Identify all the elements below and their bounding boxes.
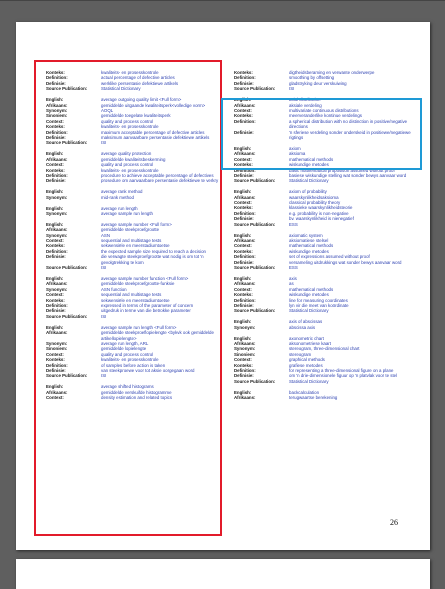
field-value: kwaliteits- en prosesskontrole — [101, 167, 159, 173]
field-label: Definition: — [46, 362, 68, 368]
field-value: as — [289, 281, 294, 287]
entry-row — [234, 325, 412, 330]
field-label: Afrikaans: — [46, 102, 68, 108]
field-value: ESS — [289, 265, 298, 270]
field-label: Definisie: — [46, 134, 66, 140]
field-label: English: — [234, 389, 252, 395]
field-value: a spherical distribution with no distinction in positive/negative directions — [289, 118, 408, 130]
field-label: English: — [234, 97, 252, 103]
field-value: 'n sferiese verdeling sonder onderskeid in positiewe/negatiewe rigtings — [289, 129, 411, 140]
field-label: Afrikaans: — [46, 389, 68, 395]
field-value: quality and process control — [101, 162, 154, 168]
field-label: Definition: — [234, 368, 256, 373]
field-value: gemiddelde uitgaande kwaliteitsperk<volledige vorm> — [101, 102, 206, 108]
field-label: Definisie: — [46, 308, 66, 314]
field-value: smoothing by offsetting — [289, 75, 335, 81]
field-label: Definition: — [46, 303, 68, 309]
field-label: Konteks: — [234, 162, 253, 168]
field-value: lyn vir die meet van koördinate — [289, 302, 349, 308]
field-label: English: — [234, 335, 252, 341]
field-label: English: — [46, 151, 64, 157]
field-value: mid-rank method — [101, 194, 134, 200]
field-value: backcalculation — [289, 389, 320, 395]
field-label: Definisie: — [46, 254, 66, 260]
field-value: average sample number function <Full form> — [101, 276, 189, 281]
field-value: of samples before action is taken — [101, 362, 166, 368]
field-value: average shifted histograms — [101, 384, 154, 390]
field-value: sequential and multistage tests — [101, 238, 162, 244]
field-label: Definisie: — [234, 129, 254, 135]
right-entry — [234, 336, 412, 385]
field-value: axial distribution — [289, 97, 321, 103]
field-label: Sinoniem: — [46, 346, 68, 352]
document-page — [16, 22, 430, 550]
viewer-top-border — [0, 0, 445, 1]
field-label: Afrikaans: — [234, 194, 256, 200]
field-value: aksonometriese kaart — [289, 340, 331, 346]
field-value: uitgedruk in terme van die betrokke parameter — [101, 308, 191, 314]
field-value: e.g. probability is non-negative — [289, 210, 349, 216]
field-value: quality and process control — [101, 351, 154, 357]
field-value: average sample number <Full form> — [101, 221, 172, 227]
right-entry — [234, 390, 412, 401]
field-value: expressed in terms of the parameter of concern — [101, 303, 194, 309]
field-value: set of expressions assumed without proof — [289, 254, 370, 260]
field-value: kwaliteits- en prosesskontrole — [101, 124, 159, 130]
field-label: Afrikaans: — [234, 340, 256, 346]
field-value: axis — [289, 275, 297, 281]
field-value: digtheidsberaming en verwante onderwerpe — [289, 70, 375, 75]
field-label: Definition: — [46, 248, 68, 254]
field-label: Definition: — [234, 254, 256, 260]
field-label: Afrikaans: — [46, 227, 68, 233]
field-label: Konteks: — [46, 357, 65, 363]
field-label: English: — [46, 205, 64, 211]
field-value: prosedure om aanvaarbare persentasie defektiewe te verkry — [101, 178, 219, 184]
field-value: werklike persentasie defektiewe artikels — [101, 80, 179, 86]
field-label: English: — [46, 221, 64, 227]
field-label: English: — [46, 276, 64, 281]
field-label: Definition: — [46, 129, 68, 135]
field-value: klassieke waarskynlikheidsteorie — [289, 205, 353, 211]
red-highlight-box — [34, 60, 222, 536]
entry-row — [234, 222, 412, 227]
field-label: Sinoniem: — [234, 351, 256, 357]
field-value: ASN function — [101, 286, 127, 292]
field-value: average outgoing quality limit <Full form> — [101, 97, 182, 103]
field-value: multivariate continuous distributions — [289, 107, 359, 113]
field-value: ISI — [289, 86, 295, 92]
field-value: average quality protection — [101, 151, 152, 157]
field-value: graphical methods — [289, 357, 325, 363]
field-label: English: — [46, 384, 64, 390]
field-value: om 'n drie-dimensionele figuur op 'n platvlak voor te stel — [289, 373, 398, 379]
field-label: Konteks: — [46, 243, 65, 249]
field-label: Context: — [234, 200, 252, 206]
right-entry — [234, 233, 412, 271]
field-label: Afrikaans: — [234, 237, 256, 243]
field-label: Konteks: — [234, 70, 253, 75]
field-value: gemiddelde verskuifde histogramme — [101, 389, 172, 395]
field-label: Definition: — [46, 172, 68, 178]
field-label: Afrikaans: — [46, 156, 68, 162]
field-label: Definition: — [234, 167, 256, 173]
field-value: quality and process control — [101, 118, 154, 124]
field-value: die verwagte steekproefgrootte wat nodig is om tot 'n gevolgtrekking te kom — [101, 254, 204, 265]
field-value: axiom — [289, 145, 301, 151]
field-label: Context: — [46, 351, 64, 357]
blue-highlight-box — [221, 98, 422, 170]
field-label: Konteks: — [234, 113, 253, 119]
field-value: aksiale verdeling — [289, 102, 322, 108]
field-value: average sample run length — [101, 210, 153, 216]
field-label: Definition: — [234, 210, 256, 216]
field-value: average run length — [101, 205, 138, 211]
field-value: actual percentage of defective articles — [101, 75, 175, 81]
field-value: mathematical methods — [289, 286, 334, 292]
next-document-page — [16, 559, 430, 589]
field-label: Konteks: — [234, 292, 253, 298]
field-value: gemiddelde steekproeflopielengte <bykvk ook gemiddelde artikellopielengte> — [101, 330, 214, 341]
field-value: meerveranderlike kontinue verdelings — [289, 113, 362, 119]
right-entry — [234, 319, 412, 330]
field-label: Context: — [234, 156, 252, 162]
field-value: procedure to achieve acceptable percentage of defectives — [101, 172, 214, 178]
field-value: the expected sample size required to reach a decision — [101, 248, 206, 254]
field-value: wiskundige metodes — [289, 248, 329, 254]
field-value: gemiddelde kwaliteitsbeskerming — [101, 156, 166, 162]
field-label: Synonym: — [46, 340, 68, 346]
field-label: Definisie: — [234, 259, 254, 265]
field-label: Source Publication: — [234, 178, 276, 184]
field-label: Afrikaans: — [234, 102, 256, 108]
right-entry — [234, 276, 412, 314]
field-label: Context: — [46, 395, 64, 401]
field-value: average rank method — [101, 189, 143, 195]
field-label: Afrikaans: — [234, 395, 256, 401]
field-value: gemiddelde steekproefgrootte-funksie — [101, 281, 175, 287]
field-label: Afrikaans: — [234, 151, 256, 157]
field-value: mathematical methods — [289, 243, 334, 249]
entry-row — [234, 395, 412, 400]
field-value: kwaliteits- en prosesskontrole — [101, 70, 159, 75]
field-label: English: — [46, 97, 64, 103]
field-value: Statistical Dictionary — [289, 178, 329, 184]
field-label: Afrikaans: — [46, 281, 68, 287]
field-label: Source Publication: — [46, 373, 88, 379]
field-value: ISI — [101, 140, 107, 146]
field-label: Source Publication: — [234, 378, 276, 384]
field-value: versameling uitdrukkings wat sonder bewys aanvaar word — [289, 259, 402, 265]
field-label: Source Publication: — [46, 86, 88, 92]
field-label: Context: — [234, 243, 252, 249]
field-value: ESS — [289, 221, 298, 227]
field-label: Synonym: — [46, 286, 68, 292]
field-value: ISI — [101, 313, 107, 319]
field-label: Context: — [46, 118, 64, 124]
field-value: Statistical Dictionary — [101, 86, 141, 92]
entry-row — [234, 265, 412, 270]
field-label: English: — [234, 189, 252, 195]
field-label: Synonym: — [234, 346, 256, 352]
field-label: Afrikaans: — [234, 281, 256, 287]
field-label: Definisie: — [46, 80, 66, 86]
field-label: English: — [46, 189, 64, 195]
entry-row — [234, 178, 412, 183]
field-label: Context: — [46, 162, 64, 168]
field-value: average run length, ARL — [101, 340, 149, 346]
field-value: average sample run length <Full form> — [101, 324, 177, 330]
field-value: sequential and multistage tests — [101, 292, 162, 298]
field-label: Synonym: — [234, 324, 256, 330]
field-value: mathematical methods — [289, 156, 334, 162]
field-value: density estimation and related topics — [101, 395, 173, 401]
field-value: aksiomatiese stelsel — [289, 237, 329, 243]
field-value: ISI — [101, 265, 107, 271]
entry-row — [234, 379, 412, 384]
field-label: English: — [234, 275, 252, 281]
field-value: AOQL — [101, 107, 114, 113]
field-value: axonometric chart — [289, 335, 324, 341]
right-entry — [234, 189, 412, 227]
field-value: grafiese metodes — [289, 362, 323, 368]
field-label: Context: — [46, 238, 64, 244]
field-value: van steekproewe voor tot aksie oorgegaan word — [101, 368, 195, 373]
field-value: wiskundige metodes — [289, 162, 329, 168]
field-value: gladstryking deur verskuiwing — [289, 80, 347, 86]
field-value: stereogram, three-dimensional chart — [289, 346, 360, 352]
field-label: Afrikaans: — [46, 330, 68, 336]
field-value: axis of abscissas — [289, 319, 323, 325]
field-value: classical probability theory — [289, 200, 341, 206]
field-value: axiom of probability — [289, 189, 327, 195]
field-value: axiomatic system — [289, 232, 323, 238]
field-label: Definisie: — [234, 373, 254, 379]
entry-row — [234, 86, 412, 91]
field-label: Definisie: — [46, 368, 66, 373]
field-value: aksioma — [289, 151, 306, 157]
field-value: line for measuring coordinates — [289, 297, 348, 303]
field-value: sekwensiële en meerstadiumtoetse — [101, 243, 170, 249]
field-label: Source Publication: — [234, 308, 276, 314]
field-label: English: — [234, 319, 252, 325]
field-label: Definition: — [46, 75, 68, 81]
field-label: Konteks: — [234, 205, 253, 211]
field-value: for representing a three-dimensional figure on a plane — [289, 368, 394, 373]
field-label: Context: — [234, 107, 252, 113]
field-value: maksimum aanvaarbare persentasie defektiewe artikels — [101, 134, 210, 140]
entry-row — [234, 308, 412, 313]
field-label: Source Publication: — [46, 140, 88, 146]
field-label: Source Publication: — [234, 265, 276, 270]
field-value: maximum acceptable percentage of defective articles — [101, 129, 205, 135]
field-label: Synonym: — [46, 210, 68, 216]
field-label: Synonym: — [46, 232, 68, 238]
field-label: Context: — [234, 357, 252, 363]
field-label: Definisie: — [234, 172, 254, 178]
field-value: sekwensiële en meerstadiumtoetse — [101, 297, 170, 303]
field-label: English: — [234, 232, 252, 238]
field-label: Source Publication: — [46, 265, 88, 271]
field-label: Konteks: — [46, 124, 65, 130]
field-value: stereogram — [289, 351, 312, 357]
field-label: Definition: — [234, 297, 256, 303]
field-value: abscissa axis — [289, 324, 316, 330]
field-value: gemiddelde toegelate kwaliteitsperk — [101, 113, 171, 119]
field-value: kwaliteits- en prosesskontrole — [101, 357, 159, 363]
field-label: Synonym: — [46, 194, 68, 200]
field-label: Definisie: — [46, 178, 66, 184]
field-value: gemiddelde lopielengte — [101, 346, 147, 352]
field-label: Konteks: — [46, 167, 65, 173]
field-label: Context: — [46, 292, 64, 298]
field-label: Sinoniem: — [46, 113, 68, 119]
field-value: Statistical Dictionary — [289, 378, 329, 384]
field-value: waarskynlikheidsaksioma — [289, 194, 339, 200]
field-label: Definisie: — [234, 216, 254, 222]
field-label: Konteks: — [46, 70, 65, 75]
field-value: bv. waarskynlikheid is nienegatief — [289, 216, 354, 222]
field-label: Source Publication: — [46, 313, 88, 319]
field-label: Source Publication: — [234, 86, 276, 92]
field-value: basiese wiskundige stelling wat sonder bewys aanvaar word — [289, 172, 407, 178]
field-label: Context: — [234, 286, 252, 292]
field-value: terugwaartse berekening — [289, 395, 338, 401]
field-label: English: — [234, 145, 252, 151]
right-entry — [234, 70, 412, 92]
field-value: wiskundige metodes — [289, 292, 329, 298]
field-label: Synonym: — [46, 107, 68, 113]
field-label: Konteks: — [234, 248, 253, 254]
field-value: Statistical Dictionary — [289, 308, 329, 314]
field-value: ASN — [101, 232, 111, 238]
page-number: 26 — [390, 518, 398, 527]
field-value: basic mathematical proposition assumed without proof — [289, 167, 395, 173]
field-value: ISI — [101, 373, 107, 379]
field-label: Definisie: — [234, 80, 254, 86]
field-label: Definisie: — [234, 302, 254, 308]
field-value: gemiddelde steekproefgrootte — [101, 227, 160, 233]
field-label: Source Publication: — [234, 221, 276, 227]
field-label: English: — [46, 324, 64, 330]
field-label: Definition: — [234, 75, 256, 81]
field-label: Definition: — [234, 118, 256, 124]
field-label: Konteks: — [234, 362, 253, 368]
field-label: Konteks: — [46, 297, 65, 303]
